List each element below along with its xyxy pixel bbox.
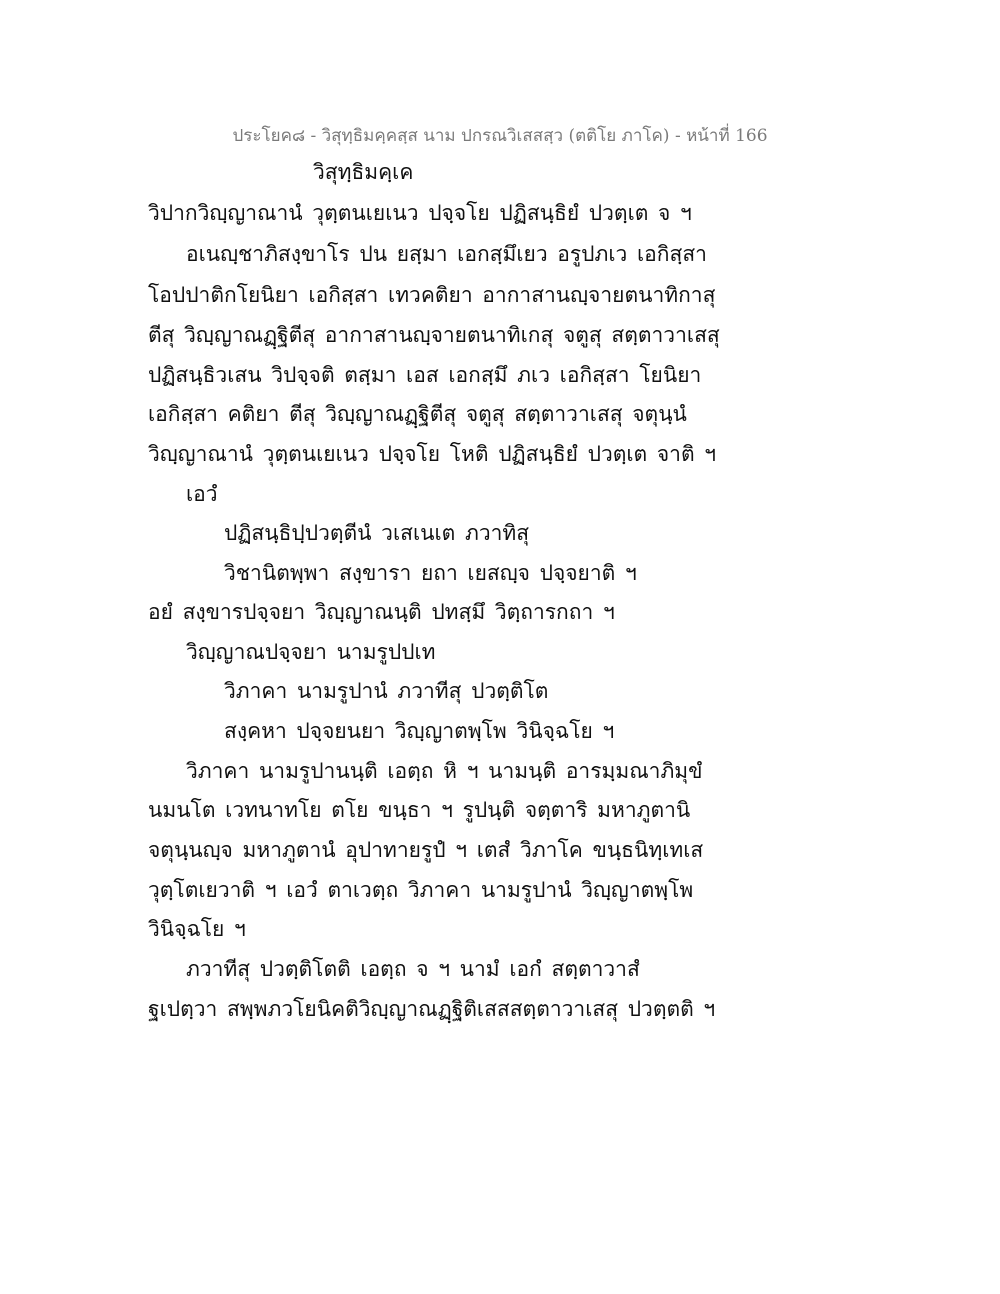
- text-line: ปฏิสนฺธิวเสน วิปจฺจติ ตสฺมา เอส เอกสฺมึ ภเว เอกิสฺสา โยนิยา: [148, 363, 702, 387]
- verse-line: ปฏิสนฺธิปฺปวตฺตีนํ วเสเนเต ภวาทิสุ: [224, 521, 530, 545]
- text-line: วิปากวิญฺญาณานํ วุตฺตนเยเนว ปจฺจโย ปฏิสนฺธิยํ ปวตฺเต จ ฯ: [148, 201, 692, 225]
- verse-line: วิชานิตพฺพา สงฺขารา ยถา เยสญฺจ ปจฺจยาติ ฯ: [224, 561, 637, 585]
- page-header: ประโยค๘ - วิสุทฺธิมคฺคสฺส นาม ปกรณวิเสสสฺว (ตติโย ภาโค) - หน้าที่ 166: [232, 126, 768, 146]
- text-line: อยํ สงฺขารปจฺจยา วิญฺญาณนฺติ ปทสฺมึ วิตฺถารกถา ฯ: [148, 600, 615, 624]
- text-line: โอปปาติกโยนิยา เอกิสฺสา เทวคติยา อากาสานญฺจายตนาทิกาสุ: [148, 283, 716, 307]
- verse-line: วิภาคา นามรูปานํ ภวาทีสุ ปวตฺติโต: [224, 679, 549, 703]
- verse-line: สงฺคหา ปจฺจยนยา วิญฺญาตพฺโพ วินิจฺฉโย ฯ: [224, 719, 615, 743]
- text-line: เอกิสฺสา คติยา ตีสุ วิญฺญาณฏฺฐิตีสุ จตูสุ สตฺตาวาเสสุ จตุนฺนํ: [148, 402, 687, 426]
- text-line: ตีสุ วิญฺญาณฏฺฐิตีสุ อากาสานญฺจายตนาทิเกสุ จตูสุ สตฺตาวาเสสุ: [148, 323, 720, 347]
- section-title: วิสุทฺธิมคฺเค: [313, 160, 414, 184]
- text-line: วุตฺโตเยวาติ ฯ เอวํ ตาเวตฺถ วิภาคา นามรูปานํ วิญฺญาตพฺโพ: [148, 878, 694, 902]
- text-line: ภวาทีสุ ปวตฺติโตติ เอตฺถ จ ฯ นามํ เอกํ สตฺตาวาสํ: [186, 957, 640, 981]
- text-line: จตุนฺนญฺจ มหาภูตานํ อุปาทายรูปํ ฯ เตสํ วิภาโค ขนฺธนิทฺเทเส: [148, 838, 704, 862]
- text-line: วิญฺญาณปจฺจยา นามรูปปเท: [186, 640, 436, 664]
- text-line: อเนญฺชาภิสงฺขาโร ปน ยสฺมา เอกสฺมึเยว อรูปภเว เอกิสฺสา: [186, 242, 707, 266]
- text-line: วิภาคา นามรูปานนฺติ เอตฺถ หิ ฯ นามนฺติ อารมฺมณาภิมุขํ: [186, 759, 703, 783]
- text-line: ฐเปตฺวา สพฺพภวโยนิคติวิญฺญาณฏฺฐิติเสสสตฺตาวาเสสุ ปวตฺตติ ฯ: [148, 997, 716, 1021]
- text-line: วินิจฺฉโย ฯ: [148, 917, 246, 941]
- text-line: นมนโต เวทนาทโย ตโย ขนฺธา ฯ รูปนฺติ จตฺตาริ มหาภูตานิ: [148, 798, 691, 822]
- text-line: เอวํ: [186, 482, 218, 506]
- text-line: วิญฺญาณานํ วุตฺตนเยเนว ปจฺจโย โหติ ปฏิสนฺธิยํ ปวตฺเต จาติ ฯ: [148, 442, 717, 466]
